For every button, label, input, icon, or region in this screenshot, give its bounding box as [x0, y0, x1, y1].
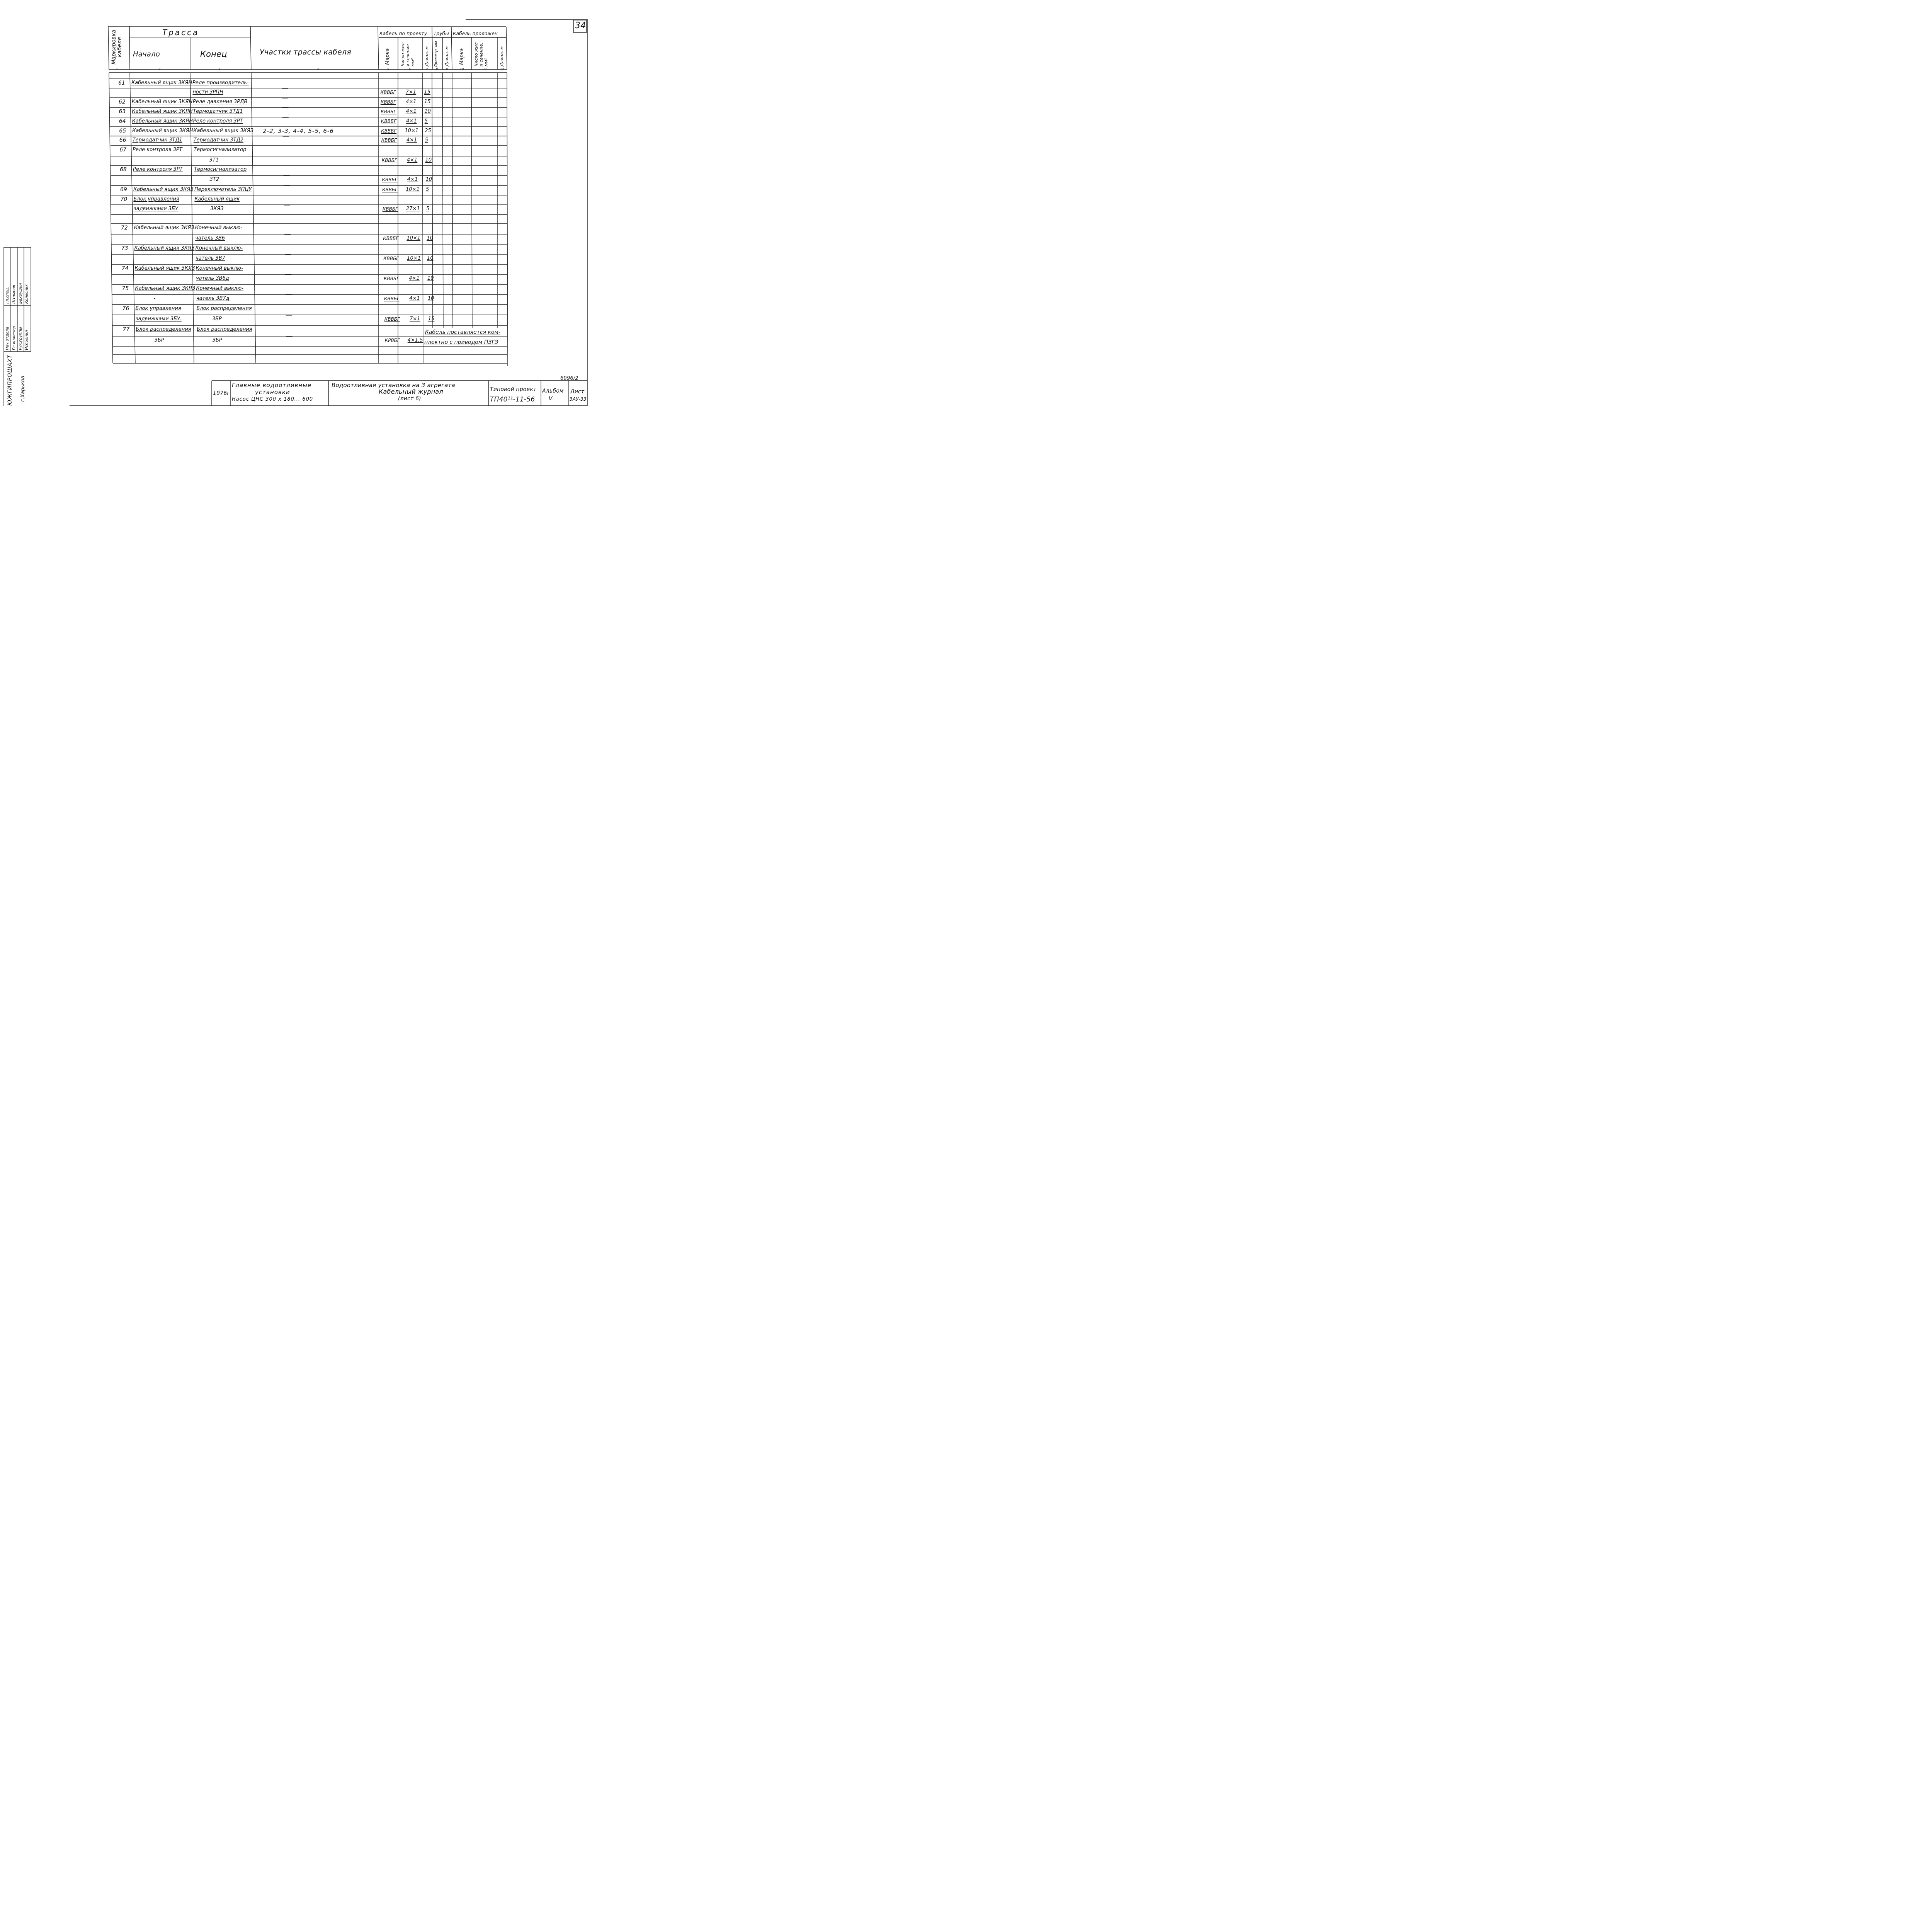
cell-sech: 4×1: [406, 137, 417, 143]
cell-marka: КВВБГ: [381, 138, 397, 143]
cell-end: Термосигнализатор: [194, 147, 247, 153]
cell-n: 64: [119, 118, 126, 124]
cell-end: чатель 3В6: [195, 235, 225, 241]
typ-project-label: Типовой проект: [490, 386, 537, 393]
cell-end: 3Т1: [209, 157, 219, 163]
cell-n: 63: [119, 109, 126, 115]
cell-start: Кабельный ящик 3КЯН: [132, 128, 193, 134]
cell-end: Термодатчик 3ТД1: [193, 109, 243, 114]
cell-start: Термодатчик 3ТД1: [132, 137, 182, 143]
colnum: 6: [409, 68, 411, 71]
cell-start: Кабельный ящик 3КЯН: [132, 109, 193, 114]
cell-len: 10: [425, 177, 432, 182]
note-77-line1: Кабель поставляется ком-: [425, 329, 501, 335]
cell-start: Кабельный ящик 3КЯЗ: [133, 187, 194, 192]
colnum: 12: [500, 68, 504, 71]
header-diametr: Диаметр, мм: [434, 41, 438, 67]
cell-end: Кабельный ящик 3КЯЗ: [193, 128, 254, 134]
cell-sech: 7×1: [410, 316, 420, 322]
cell-n: 61: [118, 80, 125, 86]
cell-n: 62: [118, 99, 126, 105]
stamp-org: ЮЖГИПРОШАХТ: [7, 354, 13, 406]
cell-marka: КВВБГ: [382, 206, 398, 212]
cell-sech: 4×1: [406, 157, 418, 163]
title-main-2: установки: [255, 389, 290, 396]
cell-len: 15: [428, 316, 435, 322]
cell-start: Кабельный ящик 3КЯН: [132, 118, 193, 124]
cell-end: чатель 3В7д: [196, 296, 230, 301]
cell-marka: КВВБГ: [383, 256, 399, 261]
cell-marka: КВВБГ: [383, 236, 399, 241]
colnum: 2: [158, 68, 161, 71]
colnum: 10: [460, 68, 464, 71]
stamp-role-0: Нач.отдела: [5, 327, 10, 350]
header-uchastki: Участки трассы кабеля: [260, 48, 351, 56]
doc-code: 6996/2: [560, 376, 578, 381]
cell-end: Конечный выклю-: [195, 225, 243, 231]
cell-n: 68: [120, 167, 127, 173]
cell-end: чатель 3В6д: [196, 276, 229, 281]
header-trassa: Трасса: [162, 28, 199, 37]
cell-n: 73: [121, 245, 128, 252]
cell-end: 3БР: [212, 316, 222, 322]
cell-section: —: [282, 104, 289, 112]
cell-sech: 10×1: [406, 235, 421, 241]
cell-marka: КВВБГ: [381, 158, 397, 163]
cell-sech: 4×1: [406, 109, 417, 114]
cell-sech: 10×1: [405, 128, 419, 134]
cell-start: задвижками 3БУ.: [135, 316, 182, 322]
table-grid: [0, 0, 606, 430]
header-marking: Маркировка кабеля: [111, 30, 123, 65]
cell-len: 25: [425, 128, 431, 134]
cell-end: Кабельный ящик: [194, 196, 240, 202]
cell-end: 3БР: [212, 337, 222, 343]
cell-section: —: [282, 113, 289, 121]
cell-end: Термодатчик 3ТД2: [193, 137, 243, 143]
cell-n: 66: [119, 137, 126, 143]
cell-end: 3КЯЗ: [210, 206, 224, 212]
cell-start: Реле контроля 3РТ: [133, 167, 183, 172]
cell-n: 72: [121, 225, 128, 231]
cell-section: —: [282, 132, 289, 140]
cell-end: 3Т2: [209, 177, 219, 182]
cell-n: 67: [119, 147, 127, 153]
cell-marka: КВВБГ: [381, 109, 396, 114]
cell-len: 5: [424, 118, 428, 124]
cell-end: Блок распределения: [197, 327, 252, 332]
cell-len: 10: [424, 109, 431, 114]
cell-len: 10: [427, 255, 434, 261]
cell-start: Блок управления: [133, 196, 179, 202]
album-value: V: [549, 396, 553, 402]
cell-section: —: [285, 311, 293, 319]
stamp-name-3: Колесник: [25, 284, 29, 304]
cell-end: Переключатель 3ПЦУ: [194, 187, 252, 192]
stamp-name-1: Штампов: [12, 285, 16, 304]
cell-len: 15: [424, 89, 430, 95]
cell-marka: КВВБГ: [382, 187, 398, 192]
cell-section: —: [283, 182, 290, 190]
cell-marka: КВВБГ: [380, 99, 396, 105]
colnum: 11: [483, 68, 487, 71]
cell-len: 5: [426, 206, 430, 212]
cell-marka: КВВБГ: [381, 128, 397, 134]
cell-len: 10: [427, 276, 434, 281]
cell-start: Блок распределения: [136, 327, 191, 332]
cell-section: —: [285, 270, 292, 279]
header-marka: Марка: [385, 48, 391, 65]
list-label: Лист: [570, 389, 585, 395]
cell-len: 5: [425, 187, 429, 192]
sheet-number: 34: [575, 21, 586, 31]
cell-start: Кабельный ящик 3КЯЗ: [134, 225, 194, 231]
cell-section: —: [281, 94, 289, 102]
cell-len: 15: [424, 99, 431, 105]
header-nachalo: Начало: [133, 50, 160, 58]
list-value: ЗАУ-33: [570, 396, 587, 402]
cell-sech: 4×1: [409, 296, 420, 301]
title-pump: Насос ЦНС 300 х 180... 600: [232, 396, 313, 402]
header-dlina: Длина, м: [424, 46, 429, 66]
stamp-city: г.Харьков: [20, 376, 26, 402]
cell-n: 77: [122, 327, 130, 333]
cell-marka: КВВБГ: [381, 119, 396, 124]
cell-section: —: [286, 332, 293, 340]
cell-start: 3БР: [154, 337, 164, 343]
cell-start: Кабельный ящик 3КЯН: [131, 80, 192, 86]
cell-end: Термосигнализатор: [194, 167, 247, 172]
cell-end: чатель 3В7: [196, 255, 225, 261]
cell-n: 69: [120, 187, 127, 193]
cell-sech: 4×1: [406, 118, 417, 124]
cell-start: Реле контроля 3РТ: [133, 147, 182, 153]
header-kabel-prolozhen: Кабель проложен: [453, 31, 498, 36]
stamp-name-0: Гл.спец.: [5, 287, 10, 304]
cell-section: —: [285, 291, 292, 299]
cell-sech: 27×1: [406, 206, 420, 212]
stamp-role-2: Рук.группы: [19, 327, 23, 350]
colnum: 1: [116, 68, 118, 71]
header-marka2: Марка: [459, 48, 465, 65]
cell-section: —: [284, 250, 292, 259]
colnum: 5: [387, 68, 389, 71]
cell-start: задвижками 3БУ: [133, 206, 178, 212]
cell-len: 5: [425, 137, 428, 143]
title-desc-2: Кабельный журнал: [379, 388, 443, 395]
cell-len: 10: [427, 235, 433, 241]
header-chislo-zhil: Число жил и сечение мм²: [400, 42, 415, 66]
cell-section: —: [284, 230, 291, 238]
title-year: 1976г: [213, 390, 230, 396]
typ-project-value: ТП40¹¹-11-56: [490, 396, 535, 403]
cell-start: Блок управления: [135, 306, 181, 311]
colnum: 3: [218, 68, 221, 71]
cell-marka: КРВБГ: [384, 338, 400, 343]
cell-marka: КВВБГ: [380, 90, 396, 95]
header-konec: Конец: [200, 49, 227, 59]
cell-start: Кабельный ящик 3КЯЗ: [135, 286, 196, 291]
colnum: 4: [317, 68, 319, 71]
cell-section: —: [283, 201, 291, 209]
title-desc-1: Водоотливная установка на 3 агрегата: [332, 382, 455, 389]
stamp-role-1: Гл.инженер: [12, 326, 16, 350]
note-77-line2: плектно с приводом ПЗГЭ: [424, 339, 498, 345]
cell-end: Реле производитель-: [192, 80, 249, 86]
cell-start: -: [153, 296, 156, 301]
header-kabel-po-proektu: Кабель по проекту: [379, 31, 427, 36]
cell-end: Конечный выклю-: [195, 245, 243, 251]
cell-n: 65: [119, 128, 126, 134]
header-chislo-zhil2: Число жил и сечение, мм²: [474, 42, 489, 66]
cell-end: Конечный выклю-: [196, 286, 243, 291]
cell-n: 75: [122, 286, 129, 292]
cell-marka: КВВБГ: [382, 177, 398, 182]
stamp-role-3: Исполнил: [25, 330, 29, 350]
cell-sech: 4×1: [409, 276, 420, 281]
cell-end: Блок распределения: [196, 306, 252, 311]
cell-section: —: [283, 172, 290, 180]
cell-end: ности 3РПН: [192, 89, 223, 95]
cell-len: 10: [425, 157, 432, 163]
cell-sech: 7×1: [405, 89, 417, 95]
cell-sech: 10×1: [406, 187, 420, 192]
header-dlina2: Длина, м: [499, 46, 504, 66]
header-dlina-truby: Длина, м: [444, 46, 449, 66]
cell-sech: 4×1,5: [407, 337, 423, 343]
cell-section: —: [281, 84, 289, 92]
cell-end: Конечный выклю-: [196, 265, 243, 271]
colnum: 8: [436, 68, 438, 71]
cell-start: Кабельный ящик 3КЯН: [131, 99, 193, 105]
cell-len: 10: [427, 296, 434, 301]
cell-sech: 10×1: [407, 255, 421, 261]
header-truby: Трубы: [434, 31, 449, 36]
title-main-1: Главные водоотливные: [232, 382, 312, 389]
cell-section: 2-2, 3-3, 4-4, 5-5, 6-6: [263, 128, 334, 134]
cell-n: 74: [121, 265, 129, 272]
cell-sech: 4×1: [407, 177, 418, 182]
cell-n: 70: [120, 196, 128, 202]
cell-marka: КВВБГ: [384, 316, 400, 322]
colnum: 9: [446, 68, 448, 71]
cell-marka: КВВБГ: [384, 296, 400, 301]
cell-end: Реле давления 3РДВ: [192, 99, 248, 105]
cell-start: Кабельный ящик 3КЯЗ: [134, 245, 195, 251]
title-desc-3: (лист 6): [398, 396, 421, 402]
cell-marka: КВВБГ: [384, 276, 399, 281]
cell-end: Реле контроля 3РТ: [193, 118, 243, 124]
cell-start: Кабельный ящик 3КЯЗ: [134, 265, 195, 271]
cell-n: 76: [122, 306, 129, 312]
album-label: Альбом: [542, 388, 564, 394]
stamp-name-2: Бахрушин: [19, 283, 23, 304]
colnum: 7: [426, 68, 428, 71]
cell-sech: 4×1: [406, 99, 417, 105]
